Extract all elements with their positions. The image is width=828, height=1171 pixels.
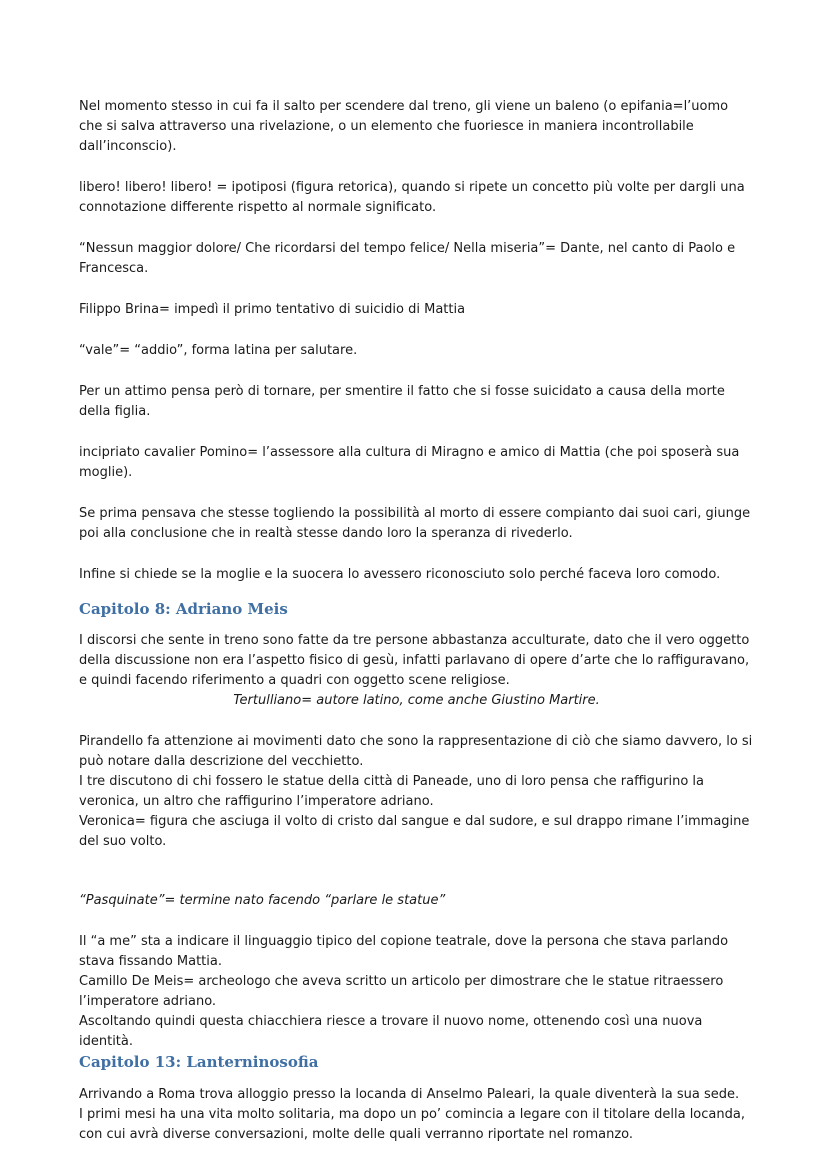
chapter-8-paragraph-a-me: Il “a me” sta a indicare il linguaggio tipico del copione teatrale, dove la persona che stava parlando stava fissando Mattia. bbox=[79, 934, 729, 970]
paragraph-pomino: incipriato cavalier Pomino= l’assessore alla cultura di Miragno e amico di Mattia (che poi sposerà sua moglie). bbox=[79, 445, 740, 480]
paragraph-moglie-suocera: Infine si chiede se la moglie e la suocera lo avessero riconosciuto solo perché faceva loro comodo. bbox=[79, 567, 721, 582]
paragraph-dante-quote: “Nessun maggior dolore/ Che ricordarsi del tempo felice/ Nella miseria”= Dante, nel canto di Paolo e Francesca. bbox=[79, 241, 736, 276]
chapter-13-heading: Capitolo 13: Lanterninosofia bbox=[79, 1053, 319, 1072]
chapter-8-paragraph-statue: I tre discutono di chi fossero le statue della città di Paneade, uno di loro pensa che raffigurino la veronica, un altro che raffigurino l’imperatore adriano. bbox=[79, 774, 704, 810]
chapter-13-paragraph-roma: Arrivando a Roma trova alloggio presso la locanda di Anselmo Paleari, la quale diventerà la sua sede. bbox=[79, 1086, 740, 1102]
chapter-8-paragraph-movimenti: Pirandello fa attenzione ai movimenti dato che sono la rappresentazione di ciò che siamo davvero, lo si può notare dalla descrizione del vecchietto. bbox=[79, 734, 753, 770]
chapter-8-intro: I discorsi che sente in treno sono fatte da tre persone abbastanza acculturate, dato che il vero oggetto della discussione non era l’aspetto fisico di gesù, infatti parlavano di opere d’arte che lo raffiguravano, e quindi facendo riferimento a quadri con oggetto scene religiose. bbox=[79, 633, 750, 689]
chapter-8-heading: Capitolo 8: Adriano Meis bbox=[79, 600, 288, 618]
chapter-8-paragraph-de-meis: Camillo De Meis= archeologo che aveva scritto un articolo per dimostrare che le statue ritraessero l’imperatore adriano. bbox=[79, 974, 724, 1010]
paragraph-vale: “vale”= “addio”, forma latina per salutare. bbox=[79, 343, 358, 358]
paragraph-epifania: Nel momento stesso in cui fa il salto per scendere dal treno, gli viene un baleno (o epifania=l’uomo che si salva attraverso una rivelazione, o un elemento che fuoriesce in maniera incontrollabile dall’inconscio). bbox=[79, 99, 729, 154]
paragraph-ipotiposi: libero! libero! libero! = ipotiposi (figura retorica), quando si ripete un concetto più volte per dargli una connotazione differente rispetto al normale significato. bbox=[79, 180, 745, 215]
chapter-13-paragraph-solitaria: I primi mesi ha una vita molto solitaria, ma dopo un po’ comincia a legare con il titolare della locanda, con cui avrà diverse conversazioni, molte delle quali verranno riportate nel romanzo. bbox=[79, 1106, 745, 1142]
paragraph-filippo-brina: Filippo Brina= impedì il primo tentativo di suicidio di Mattia bbox=[79, 302, 466, 317]
paragraph-compianto: Se prima pensava che stesse togliendo la possibilità al morto di essere compianto dai suoi cari, giunge poi alla conclusione che in realtà stesse dando loro la speranza di rivederlo. bbox=[79, 506, 751, 541]
chapter-8-note-tertulliano: Tertulliano= autore latino, come anche Giustino Martire. bbox=[233, 693, 600, 709]
chapter-8-paragraph-veronica: Veronica= figura che asciuga il volto di cristo dal sangue e dal sudore, e sul drappo rimane l’immagine del suo volto. bbox=[79, 814, 750, 850]
chapter-8-pasquinate: “Pasquinate”= termine nato facendo “parlare le statue” bbox=[79, 893, 446, 909]
chapter-8-paragraph-nuovo-nome: Ascoltando quindi questa chiacchiera riesce a trovare il nuovo nome, ottenendo così una nuova identità. bbox=[79, 1014, 703, 1050]
document-body bbox=[79, 97, 754, 1145]
paragraph-tornare: Per un attimo pensa però di tornare, per smentire il fatto che si fosse suicidato a causa della morte della figlia. bbox=[79, 384, 725, 419]
